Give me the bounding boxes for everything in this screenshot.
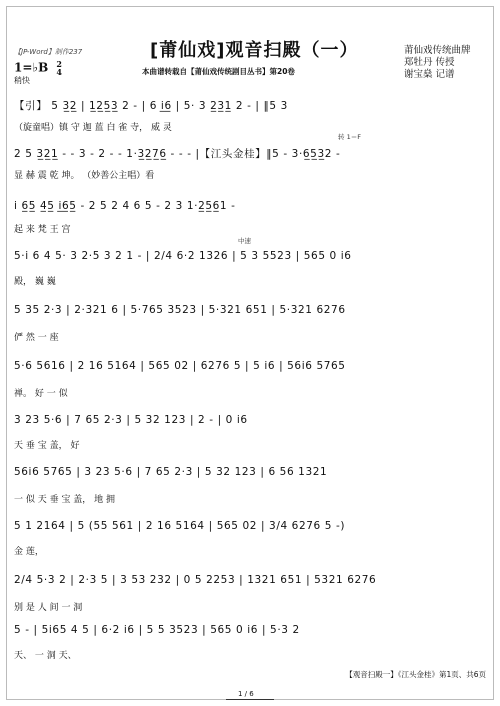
score-line-1: 【引】 5 3̲2̲ | 1̲2̲5̲3̲ 2 - | 6 i̲6̲ | 5· 3 2̲3̲1̲ 2 - | ‖5 3 — [14, 100, 288, 112]
score-line-2: 2 5 3̲2̲1̲ - - 3 - 2 - - 1·3̲2̲7̲6̲ - - - |【江头金桂】‖5 - 3·6̲5̲3̲2 - — [14, 148, 341, 160]
page-number: 1 / 6 — [238, 690, 254, 698]
key-text: 1=♭B — [14, 60, 49, 75]
lyric-line-3: 起 来 梵 王 宫 — [14, 225, 71, 235]
lyric-line-11: 天、 一 洞 天、 — [14, 651, 77, 661]
lyric-line-10: 别 是 人 间 一 洞 — [14, 603, 83, 613]
time-sig-bottom: 4 — [56, 67, 62, 77]
lyric-line-5: 俨 然 一 座 — [14, 333, 59, 343]
page-title: [莆仙戏]观音扫殿（一） — [150, 40, 359, 61]
score-line-8: 56i6 5765 | 3 23 5·6 | 7 65 2·3 | 5 32 123 | 6 56 1321 — [14, 466, 328, 478]
time-sig-top: 2 — [56, 59, 62, 69]
score-line-3: i 6̲5̲ 4̲5̲ i̲6̲5̲ - 2 5 2 4 6 5 - 2 3 1·2̲5̲6̲1 - — [14, 200, 236, 212]
time-signature — [56, 60, 62, 76]
score-line-5: 5 35 2·3 | 2·321 6 | 5·765 3523 | 5·321 651 | 5·321 6276 — [14, 304, 346, 316]
composer-line-1: 莆仙戏传统曲牌 — [404, 45, 471, 56]
page-number-rule — [226, 699, 274, 700]
lyric-line-7: 天 垂 宝 盖， 好 — [14, 441, 80, 451]
lyric-line-4: 殿， 巍 巍 — [14, 277, 56, 287]
producer-tag: 【JP-Word】制作237 — [14, 48, 83, 56]
lyric-line-6: 禅。 好 一 似 — [14, 389, 68, 399]
footer-page-label: 【观音扫殿一】《江头金桂》第1页、共6页 — [345, 670, 486, 679]
score-line-9: 5 1 2164 | 5 (55 561 | 2 16 5164 | 565 02 | 3/4 6276 5 -) — [14, 520, 346, 532]
lyric-line-2: 显 赫 震 乾 坤。 （妙善公主唱）看 — [14, 171, 155, 181]
score-line-6: 5·6 5616 | 2 16 5164 | 565 02 | 6276 5 | 5 i6 | 56i6 5765 — [14, 360, 346, 372]
score-line-7: 3 23 5·6 | 7 65 2·3 | 5 32 123 | 2 - | 0 i6 — [14, 414, 248, 426]
score-line-11: 5 - | 5i65 4 5 | 6·2 i6 | 5 5 3523 | 565 0 i6 | 5·3 2 — [14, 624, 300, 636]
source-note: 本曲谱转载自【莆仙戏传统剧目丛书】第20卷 — [142, 67, 295, 76]
key-signature — [14, 60, 62, 76]
modulation-annotation: 转 1＝F — [338, 133, 361, 141]
tempo-annotation: 中速 — [238, 237, 251, 245]
lyric-line-8: 一 似 天 垂 宝 盖， 地 拥 — [14, 495, 116, 505]
score-line-4: 5·i 6 4 5· 3 2·5 3 2 1 - | 2/4 6·2 1326 | 5 3 5523 | 565 0 i6 — [14, 250, 352, 262]
composer-line-2: 郑牡丹 传授 — [404, 57, 455, 68]
score-line-10: 2/4 5·3 2 | 2·3 5 | 3 53 232 | 0 5 2253 | 1321 651 | 5321 6276 — [14, 574, 377, 586]
composer-line-3: 谢宝燊 记谱 — [404, 69, 455, 80]
tempo-marking: 稍快 — [14, 76, 30, 85]
lyric-line-1: （旋童唱）镇 守 迦 蓝 白 雀 寺， 威 灵 — [14, 123, 172, 133]
lyric-line-9: 金 莲， — [14, 547, 44, 557]
